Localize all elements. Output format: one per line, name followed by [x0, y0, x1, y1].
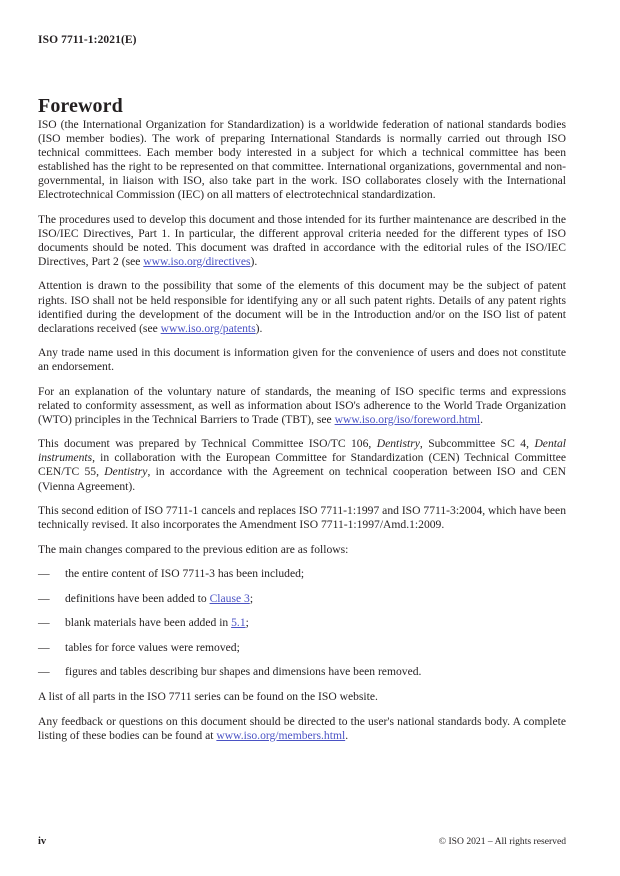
em-dash-bullet: — — [38, 567, 50, 581]
committee-title-dentistry: Dentistry — [376, 437, 420, 451]
list-item-text-after: ; — [249, 591, 254, 605]
changes-list — [38, 567, 566, 679]
list-item — [38, 567, 566, 581]
list-item — [38, 616, 566, 630]
running-head: ISO 7711-1:2021(E) — [38, 34, 137, 46]
paragraph-10 — [38, 715, 566, 743]
foreword-body — [38, 118, 566, 753]
paragraph-5-text-after: . — [480, 412, 484, 426]
link-iso-patents[interactable]: www.iso.org/patents — [160, 321, 256, 335]
em-dash-bullet: — — [38, 665, 50, 679]
paragraph-6-segment-3: , in collaboration with the European Committee for Standardization (CEN) Technical Committee CEN/TC 55, — [38, 451, 566, 479]
paragraph-2-text-after: ). — [250, 254, 258, 268]
paragraph-6-segment-4: , in accordance with the Agreement on technical cooperation between ISO and CEN (Vienna Agreement). — [38, 465, 566, 493]
list-item-text: blank materials have been added in — [65, 616, 232, 630]
footer-copyright: © ISO 2021 – All rights reserved — [438, 836, 566, 847]
list-item — [38, 641, 566, 655]
list-item-text: the entire content of ISO 7711-3 has been included; — [65, 567, 305, 581]
paragraph-3-text-before: Attention is drawn to the possibility that some of the elements of this document may be the subject of patent rights. ISO shall not be held responsible for identifying any or all such patent rights. Details of any patent rights identified during the development of the document will be in the Introduction and/or on the ISO list of patent declarations received (see — [38, 279, 566, 335]
paragraph-10-text-before: Any feedback or questions on this document should be directed to the user's national standards body. A complete listing of these bodies can be found at — [38, 714, 566, 742]
paragraph-1: ISO (the International Organization for Standardization) is a worldwide federation of national standards bodies (ISO member bodies). The work of preparing International Standards is normally carried out through ISO technical committees. Each member body interested in a subject for which a technical committee has been established has the right to be represented on that committee. International organizations, governmental and non-governmental, in liaison with ISO, also take part in the work. ISO collaborates closely with the International Electrotechnical Commission (IEC) on all matters of electrotechnical standardization. — [38, 118, 566, 202]
paragraph-9: A list of all parts in the ISO 7711 series can be found on the ISO website. — [38, 689, 378, 703]
link-clause-3[interactable]: Clause 3 — [209, 591, 250, 605]
paragraph-8: The main changes compared to the previous edition are as follows: — [38, 542, 349, 556]
page-footer — [38, 836, 566, 847]
paragraph-2 — [38, 213, 566, 269]
list-item-text-after: ; — [245, 616, 249, 630]
link-iso-members[interactable]: www.iso.org/members.html — [216, 728, 346, 742]
list-item — [38, 665, 566, 679]
em-dash-bullet: — — [38, 616, 50, 630]
paragraph-3-text-after: ). — [255, 321, 263, 335]
subcommittee-title-dental-instruments: Dental instruments — [38, 437, 566, 465]
paragraph-6-segment-2: , Subcommittee SC 4, — [419, 437, 535, 451]
em-dash-bullet: — — [38, 640, 50, 654]
paragraph-7: This second edition of ISO 7711-1 cancels and replaces ISO 7711-1:1997 and ISO 7711-3:2004, which have been technically revised. It also incorporates the Amendment ISO 7711-1:1997/Amd.1:2009. — [38, 504, 566, 532]
em-dash-bullet: — — [38, 591, 50, 605]
link-iso-directives[interactable]: www.iso.org/directives — [143, 254, 251, 268]
list-item-text: figures and tables describing bur shapes and dimensions have been removed. — [65, 665, 422, 679]
paragraph-2-text-before: The procedures used to develop this document and those intended for its further maintenance are described in the ISO/IEC Directives, Part 1. In particular, the different approval criteria needed for the different types of ISO documents should be noted. This document was drafted in accordance with the editorial rules of the ISO/IEC Directives, Part 2 (see — [38, 212, 566, 268]
paragraph-5 — [38, 385, 566, 427]
cen-committee-title-dentistry: Dentistry — [104, 465, 148, 479]
footer-page-number: iv — [38, 836, 47, 847]
paragraph-5-text-before: For an explanation of the voluntary nature of standards, the meaning of ISO specific terms and expressions related to conformity assessment, as well as information about ISO's adherence to the World Trade Organization (WTO) principles in the Technical Barriers to Trade (TBT), see — [38, 384, 566, 426]
paragraph-4: Any trade name used in this document is information given for the convenience of users and does not constitute an endorsement. — [38, 346, 566, 374]
paragraph-6 — [38, 437, 566, 493]
list-item-text: definitions have been added to — [65, 591, 210, 605]
list-item — [38, 592, 566, 606]
paragraph-3 — [38, 279, 566, 335]
page-title: Foreword — [38, 95, 123, 118]
list-item-text: tables for force values were removed; — [65, 640, 240, 654]
link-subclause-5-1[interactable]: 5.1 — [231, 616, 246, 630]
link-iso-foreword[interactable]: www.iso.org/iso/foreword.html — [334, 412, 481, 426]
paragraph-10-text-after: . — [345, 728, 349, 742]
paragraph-6-segment-1: This document was prepared by Technical Committee ISO/TC 106, — [38, 437, 377, 451]
